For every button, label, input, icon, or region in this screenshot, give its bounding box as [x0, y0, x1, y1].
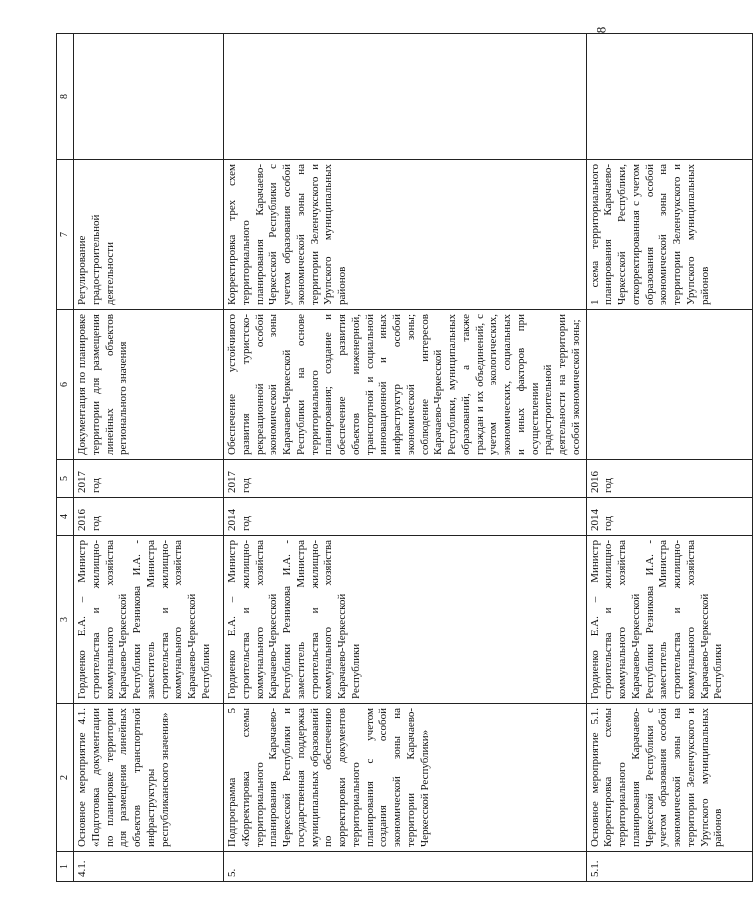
start-year: 2016 год [74, 498, 224, 536]
link-indicator [224, 34, 587, 160]
end-year: 2017 год [224, 460, 587, 498]
header-cell-3: 3 [57, 536, 74, 704]
row-number: 5. [224, 852, 587, 882]
table-row [224, 34, 587, 882]
activity-name: Основное мероприятие 5.1. Корректировка схемы территориального планирования Карачаево-Черкесской Республики с учетом образования особой экономической зоны на территории Зеленчукского и Урупского муниципальных районов [586, 704, 752, 852]
consequence: Корректировка трех схем территориального планирования Карачаево-Черкесской Республики с учетом образования особой экономической зоны на территории Зеленчукского и Урупского муниципальных районов [224, 160, 587, 310]
activity-name: Основное мероприятие 4.1. «Подготовка документации по планировке территории для размещения линейных объектов транспортной инфраструктуры республиканского значения» [74, 704, 224, 852]
start-year: 2014 год [224, 498, 587, 536]
start-year: 2014 год [586, 498, 752, 536]
responsible-executor: Гордиенко Е.А. – Министр строительства и жилищно-коммунального хозяйства Карачаево-Черкесской Республики Резникова И.А. - заместитель Министра строительства и жилищно-коммунального хозяйства Карачаево-Черкесской Республики [586, 536, 752, 704]
link-indicator [74, 34, 224, 160]
expected-result: Документация по планировке территории для размещения линейных объектов регионального значения [74, 310, 224, 460]
consequence: 1 схема территориального планирования Карачаево-Черкесской Республики, откорректированная с учетом образования особой экономической зоны на территории Зеленчукского и Урупского муниципальных районов [586, 160, 752, 310]
header-cell-8: 8 [57, 34, 74, 160]
rotated-table-container [56, 34, 725, 882]
table-header-row [57, 34, 74, 882]
row-number: 4.1. [74, 852, 224, 882]
table-row [74, 34, 224, 882]
page-number: 8 [592, 26, 608, 34]
responsible-executor: Гордиенко Е.А. – Министр строительства и жилищно-коммунального хозяйства Карачаево-Черкесской Республики Резникова И.А. - заместитель Министра строительства и жилищно-коммунального хозяйства Карачаево-Черкесской Республики [224, 536, 587, 704]
header-cell-2: 2 [57, 704, 74, 852]
header-cell-5: 5 [57, 460, 74, 498]
header-cell-7: 7 [57, 160, 74, 310]
program-activities-table [56, 33, 753, 882]
expected-result: Обеспечение устойчивого развития туристско-рекреационной особой экономической зоны Карачаево-Черкесской Республики на основе территориального планирования; создание и обеспечение развития объектов инженерной, транспортной и социальной инновационной и иных инфраструктур особой экономической зоны; соблюдение интересов Карачаево-Черкесской Республики, муниципальных образований, а также граждан и их объединений, с учетом экологических, экономических, социальных и иных факторов при осуществлении градостроительной деятельности на территории особой экономической зоны; [224, 310, 587, 460]
row-number: 5.1. [586, 852, 752, 882]
end-year: 2016 год [586, 460, 752, 498]
expected-result [586, 310, 752, 460]
activity-name: Подпрограмма 5 «Корректировка схемы территориального планирования Карачаево-Черкесской Республики и государственная поддержка муниципальных образований по обеспечению корректировки документов территориального планирования с учетом создания особой экономической зоны на территории Карачаево-Черкесской Республики» [224, 704, 587, 852]
consequence: Регулирование градостроительной деятельности [74, 160, 224, 310]
header-cell-6: 6 [57, 310, 74, 460]
table-row [586, 34, 752, 882]
responsible-executor: Гордиенко Е.А. – Министр строительства и жилищно-коммунального хозяйства Карачаево-Черкесской Республики Резникова И.А. - заместитель Министра строительства и жилищно-коммунального хозяйства Карачаево-Черкесской Республики [74, 536, 224, 704]
link-indicator [586, 34, 752, 160]
header-cell-1: 1 [57, 852, 74, 882]
header-cell-4: 4 [57, 498, 74, 536]
end-year: 2017 год [74, 460, 224, 498]
document-page [56, 34, 725, 882]
